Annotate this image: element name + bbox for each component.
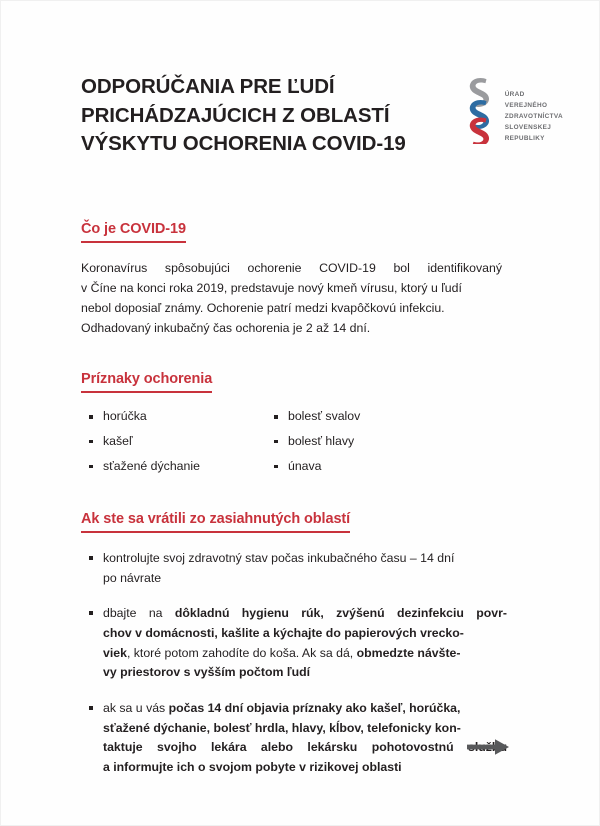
symptoms-list [87, 409, 417, 475]
recommendations-list [87, 549, 507, 778]
symptom-item: bolesť svalov [272, 409, 417, 425]
recommendation-text-run: vy priestorov s vyšším počtom ľudí [103, 665, 311, 680]
document-header [81, 73, 563, 159]
arrow-right-icon [467, 738, 509, 756]
recommendation-text-run: alebo [260, 740, 294, 755]
logo-line-2: VEREJNÉHO [504, 102, 548, 110]
recommendation-line [103, 719, 507, 739]
recommendation-text-run: pohotovostnú [371, 740, 454, 755]
recommendation-text-run: dezinfekciu [396, 606, 464, 621]
symptom-item: horúčka [87, 409, 272, 425]
recommendation-text-run: počas 14 dní objavia príznaky ako kašeľ, horúčka, [168, 701, 461, 716]
symptom-item: kašeľ [87, 434, 272, 450]
what-is-covid-paragraph [81, 259, 502, 339]
uvz-serpent-logo-icon [462, 76, 496, 144]
section-heading-if-you-returned: Ak ste sa vrátili zo zasiahnutých oblastí [81, 511, 350, 533]
logo-line-4: SLOVENSKEJ [504, 124, 552, 132]
recommendation-text-run: a informujte ich o svojom pobyte v rizikovej oblasti [103, 760, 402, 775]
organization-logo [462, 76, 563, 144]
recommendation-line [103, 644, 507, 664]
recommendation-line [103, 663, 507, 683]
recommendation-text-run: viek [103, 645, 127, 660]
recommendation-line [103, 569, 507, 589]
section-heading-what-is-covid: Čo je COVID-19 [81, 221, 186, 243]
symptom-item: únava [272, 459, 417, 475]
recommendation-text-run: na [148, 606, 163, 621]
next-page-arrow [467, 738, 509, 756]
paragraph-line-2: v Číne na konci roka 2019, predstavuje nový kmeň vírusu, ktorý u ľudí [81, 280, 462, 295]
recommendation-text-run: kontrolujte svoj zdravotný stav počas inkubačného času – 14 dní [103, 551, 455, 565]
recommendation-item [87, 549, 507, 588]
recommendation-text-run: taktuje [103, 740, 143, 755]
recommendation-text-run: , ktoré potom zahodíte do koša. Ak sa dá, [126, 645, 357, 660]
recommendation-text-run: svojho [157, 740, 197, 755]
recommendation-text-run: zvýšenú [336, 606, 385, 621]
page-title [81, 73, 406, 159]
recommendation-text-run: hygienu [241, 606, 289, 621]
recommendation-line [103, 738, 507, 758]
recommendation-item [87, 699, 507, 778]
page-title-line-3: VÝSKYTU OCHORENIA COVID-19 [81, 132, 406, 156]
recommendation-line [103, 604, 507, 624]
paragraph-line-4: Odhadovaný inkubačný čas ochorenia je 2 až 14 dní. [81, 320, 371, 335]
logo-line-5: REPUBLIKY [504, 135, 545, 143]
paragraph-line-3: nebol doposiaľ známy. Ochorenie patrí medzi kvapôčkovú infekciu. [81, 300, 445, 315]
recommendation-text-run: lekára [211, 740, 247, 755]
logo-line-3: ZDRAVOTNÍCTVA [504, 113, 563, 121]
recommendation-text-run: obmedzte návšte- [356, 645, 461, 660]
recommendation-text-run: po návrate [103, 570, 162, 585]
section-heading-symptoms: Príznaky ochorenia [81, 371, 212, 393]
symptom-item: sťažené dýchanie [87, 459, 272, 475]
logo-line-1: ÚRAD [504, 91, 525, 98]
recommendation-text-run: lekársku [307, 740, 358, 755]
recommendation-text-run: chov v domácnosti, kašlite a kýchajte do papierových vrecko- [103, 626, 464, 641]
page-title-line-2: PRICHÁDZAJÚCICH Z OBLASTÍ [81, 103, 390, 127]
recommendation-item [87, 604, 507, 683]
recommendation-text-run: rúk, [301, 606, 324, 621]
paragraph-line-1: Koronavírus spôsobujúci ochorenie COVID-19 bol identifikovaný [81, 261, 502, 275]
symptom-item: bolesť hlavy [272, 434, 417, 450]
recommendation-text-run: dôkladnú [174, 606, 230, 621]
page-title-line-1: ODPORÚČANIA PRE ĽUDÍ [81, 75, 335, 98]
recommendation-text-run: ak sa u vás [103, 701, 169, 716]
organization-name [505, 76, 563, 144]
recommendation-line [103, 624, 507, 644]
recommendation-line [103, 549, 507, 569]
recommendation-line [103, 758, 507, 778]
recommendation-text-run: dbajte [103, 606, 137, 621]
recommendation-line [103, 699, 507, 719]
recommendation-text-run: povr- [476, 606, 507, 621]
recommendation-text-run: sťažené dýchanie, bolesť hrdla, hlavy, kĺbov, telefonicky kon- [103, 720, 461, 735]
